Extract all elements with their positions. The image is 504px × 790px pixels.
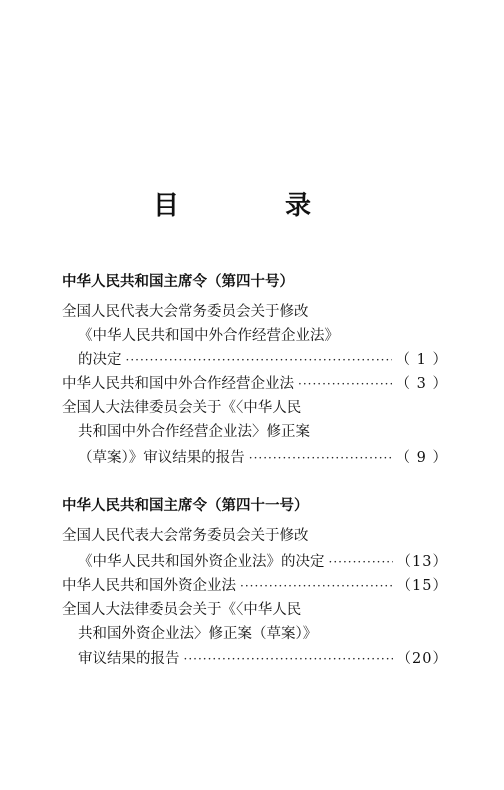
toc-entry-2[interactable]: [62, 374, 448, 394]
leader-dots: [298, 374, 392, 394]
toc-entry-text: 共和国中外合作经营企业法〉修正案: [78, 424, 310, 440]
leader-dots: [249, 448, 392, 468]
toc-entry-text: 中华人民共和国外资企业法: [62, 578, 236, 594]
section-heading-order-41: 中华人民共和国主席令（第四十一号）: [62, 498, 309, 514]
toc-entry-3-line-2: [78, 422, 448, 442]
toc-entry-3-line-3[interactable]: [78, 448, 448, 468]
page-number: （20）: [396, 651, 448, 667]
leader-dots: [329, 552, 393, 572]
page-number: （ 1 ）: [395, 352, 448, 368]
leader-dots: [184, 649, 393, 669]
toc-entry-1-line-3[interactable]: [78, 350, 448, 370]
toc-entry-text: 的决定: [78, 352, 122, 368]
toc-entry-text: （草案）》审议结果的报告: [78, 450, 245, 466]
toc-entry-text: 全国人大法律委员会关于《〈中华人民: [62, 400, 302, 416]
page-number: （15）: [396, 578, 448, 594]
page-number: （ 9 ）: [395, 450, 448, 466]
leader-dots: [240, 576, 393, 596]
toc-entry-3-line-1: [62, 398, 448, 418]
toc-entry-1-line-1: [62, 302, 448, 322]
toc-entry-1-line-2: [78, 326, 448, 346]
page-number: （ 3 ）: [395, 376, 448, 392]
toc-entry-5[interactable]: [62, 576, 448, 596]
toc-entry-text: 《中华人民共和国外资企业法》的决定: [78, 554, 325, 570]
leader-dots: [126, 350, 392, 370]
toc-entry-6-line-2: [78, 624, 448, 644]
page-number: （13）: [396, 554, 448, 570]
toc-entry-text: 审议结果的报告: [78, 651, 180, 667]
page-title: 目 录: [152, 191, 351, 221]
toc-entry-text: 全国人民代表大会常务委员会关于修改: [62, 528, 309, 544]
toc-entry-6-line-1: [62, 600, 448, 620]
toc-entry-4-line-1: [62, 526, 448, 546]
toc-entry-text: 共和国外资企业法〉修正案（草案）》: [78, 626, 318, 642]
toc-entry-text: 全国人民代表大会常务委员会关于修改: [62, 304, 309, 320]
toc-entry-text: 全国人大法律委员会关于《〈中华人民: [62, 602, 302, 618]
section-heading-order-40: 中华人民共和国主席令（第四十号）: [62, 274, 294, 290]
toc-entry-text: 《中华人民共和国中外合作经营企业法》: [78, 328, 339, 344]
toc-entry-text: 中华人民共和国中外合作经营企业法: [62, 376, 294, 392]
toc-entry-4-line-2[interactable]: [78, 552, 448, 572]
toc-entry-6-line-3[interactable]: [78, 649, 448, 669]
